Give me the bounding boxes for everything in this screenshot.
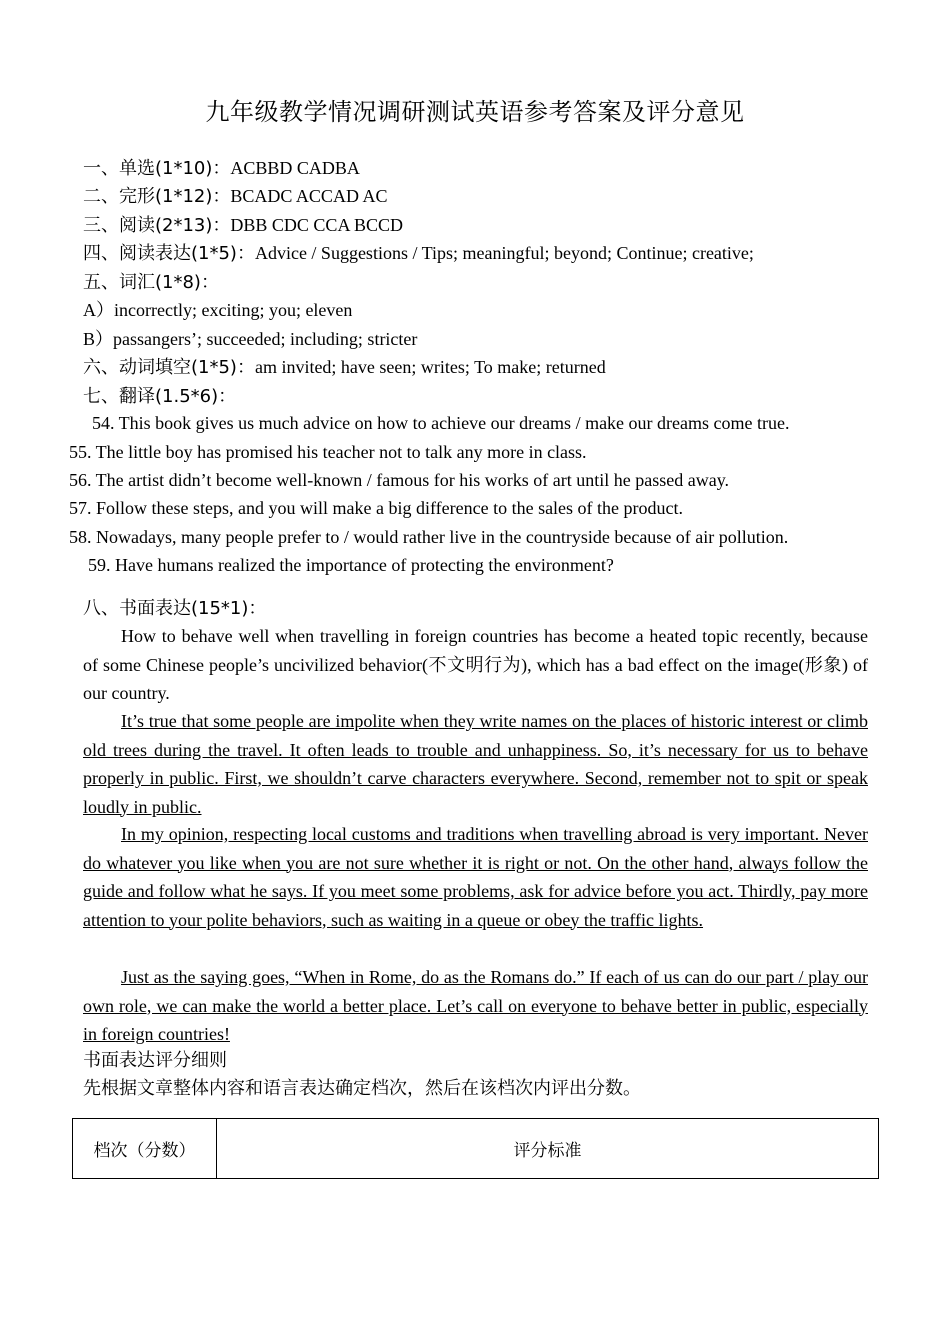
section-answer: am invited; have seen; writes; To make; returned — [254, 357, 606, 377]
section-single-choice — [83, 156, 360, 181]
table-header-row — [73, 1119, 879, 1179]
section-label: 七、翻译(1.5*6)： — [83, 386, 237, 407]
translation-item: 57. Follow these steps, and you will make a big difference to the sales of the product. — [69, 498, 684, 518]
section-reading — [83, 213, 403, 238]
section-translation — [83, 384, 236, 409]
part-answer: incorrectly; exciting; you; eleven — [114, 300, 353, 320]
section-cloze — [83, 184, 387, 209]
rubric-instruction: 先根据文章整体内容和语言表达确定档次，然后在该档次内评出分数。 — [83, 1078, 641, 1098]
rubric-heading: 书面表达评分细则 — [83, 1050, 227, 1070]
translation-item: 58. Nowadays, many people prefer to / would rather live in the countryside because of air pollution. — [69, 527, 789, 547]
section-writing — [83, 596, 266, 621]
table-header-grade: 档次（分数） — [73, 1119, 217, 1179]
vocabulary-part-b — [83, 327, 417, 351]
section-label: 八、书面表达(15*1)： — [83, 598, 267, 619]
part-prefix: B） — [83, 329, 114, 349]
section-answer: Advice / Suggestions / Tips; meaningful; beyond; Continue; creative; — [254, 243, 754, 263]
section-label: 三、阅读(2*13)： — [83, 215, 231, 236]
section-label: 一、单选(1*10)： — [83, 158, 231, 179]
part-prefix: A） — [83, 300, 114, 320]
section-answer: DBB CDC CCA BCCD — [230, 215, 403, 235]
section-reading-expression — [83, 241, 754, 266]
section-label: 六、动词填空(1*5)： — [83, 357, 255, 378]
essay-paragraph-2: It’s true that some people are impolite when they write names on the places of historic interest or climb old trees during the travel. It often leads to trouble and unhappiness. So, it’s necessary for us to behave properly in public. First, we shouldn’t carve characters everywhere. Second, remember not to spit or speak loudly in public. — [83, 711, 868, 817]
translation-item: 55. The little boy has promised his teacher not to talk any more in class. — [69, 442, 587, 462]
section-answer: BCADC ACCAD AC — [230, 186, 388, 206]
section-label: 五、词汇(1*8)： — [83, 272, 219, 293]
vocabulary-part-a — [83, 298, 352, 322]
page-title: 九年级教学情况调研测试英语参考答案及评分意见 — [205, 98, 745, 126]
section-vocabulary — [83, 270, 219, 295]
section-verb-fill — [83, 355, 606, 380]
grading-table — [72, 1118, 879, 1179]
essay-paragraph-4: Just as the saying goes, “When in Rome, do as the Romans do.” If each of us can do our part / play our own role, we can make the world a better place. Let’s call on everyone to behave better in public, especially in foreign countries! — [83, 967, 868, 1044]
section-answer: ACBBD CADBA — [230, 158, 360, 178]
translation-item: 54. This book gives us much advice on how to achieve our dreams / make our dreams come true. — [92, 413, 790, 433]
table-header-criteria: 评分标准 — [217, 1119, 879, 1179]
section-label: 四、阅读表达(1*5)： — [83, 243, 255, 264]
essay-paragraph-intro: How to behave well when travelling in foreign countries has become a heated topic recently, because of some Chinese people’s uncivilized behavior(不文明行为), which has a bad effect on the image(形象) of our country. — [83, 626, 868, 703]
section-label: 二、完形(1*12)： — [83, 186, 231, 207]
essay-paragraph-3: In my opinion, respecting local customs and traditions when travelling abroad is very important. Never do whatever you like when you are not sure whether it is right or not. On the other hand, always follow the guide and follow what he says. If you meet some problems, ask for advice before you act. Thirdly, pay more attention to your polite behaviors, such as waiting in a queue or obey the traffic lights. — [83, 824, 868, 930]
translation-item: 56. The artist didn’t become well-known / famous for his works of art until he passed away. — [69, 470, 730, 490]
part-answer: passangers’; succeeded; including; stricter — [113, 329, 418, 349]
translation-item: 59. Have humans realized the importance of protecting the environment? — [88, 555, 614, 575]
